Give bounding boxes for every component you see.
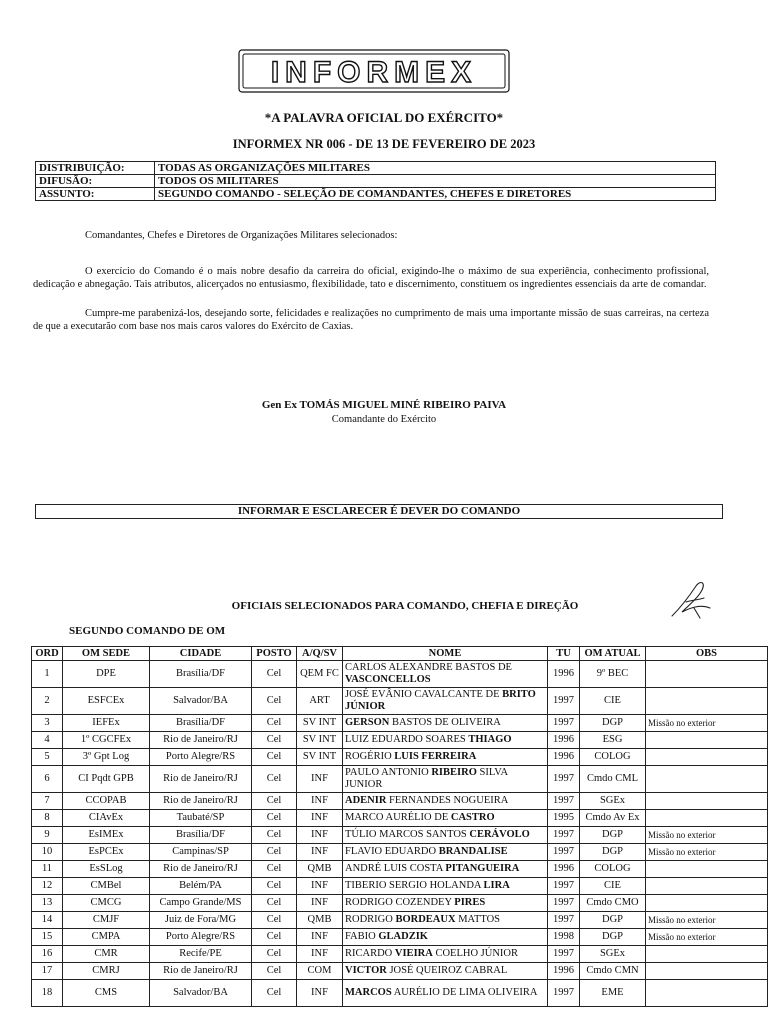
obs-cell <box>646 793 768 810</box>
issue-number: INFORMEX NR 006 - DE 13 DE FEVEREIRO DE 2023 <box>232 137 536 151</box>
om-sede-cell: CCOPAB <box>63 793 150 810</box>
tu-cell: 1997 <box>548 793 580 810</box>
obs-cell: Missão no exterior <box>646 715 768 732</box>
table-row <box>32 980 768 1007</box>
ord-cell: 6 <box>32 766 63 793</box>
posto-cell: Cel <box>252 963 297 980</box>
om-sede-cell: ESFCEx <box>63 688 150 715</box>
nome-highlight: LIRA <box>483 880 510 891</box>
header-row-assunto <box>36 188 716 201</box>
ord-cell: 13 <box>32 895 63 912</box>
tu-cell: 1996 <box>548 861 580 878</box>
nome-cell <box>343 912 548 929</box>
tu-cell: 1996 <box>548 732 580 749</box>
obs-cell <box>646 861 768 878</box>
nome-highlight: VASCONCELLOS <box>345 674 431 685</box>
ord-cell: 12 <box>32 878 63 895</box>
aqsv-cell: QMB <box>297 912 343 929</box>
ord-cell: 9 <box>32 827 63 844</box>
signatory-role: Comandante do Exército <box>331 414 437 425</box>
om-sede-cell: CMPA <box>63 929 150 946</box>
cidade-cell: Campo Grande/MS <box>150 895 252 912</box>
table-row <box>32 861 768 878</box>
column-header: OBS <box>646 647 768 661</box>
nome-cell <box>343 827 548 844</box>
header-label: ASSUNTO: <box>36 188 155 201</box>
table-row <box>32 732 768 749</box>
tu-cell: 1997 <box>548 688 580 715</box>
posto-cell: Cel <box>252 980 297 1007</box>
obs-cell <box>646 732 768 749</box>
ord-cell: 1 <box>32 661 63 688</box>
ord-cell: 5 <box>32 749 63 766</box>
aqsv-cell: QEM FC <box>297 661 343 688</box>
nome-highlight: VICTOR <box>345 965 387 976</box>
tu-cell: 1996 <box>548 749 580 766</box>
om-sede-cell: CMS <box>63 980 150 1007</box>
table-row <box>32 844 768 861</box>
cidade-cell: Campinas/SP <box>150 844 252 861</box>
posto-cell: Cel <box>252 688 297 715</box>
nome-part: SILVA JUNIOR <box>345 767 508 790</box>
obs-cell: Missão no exterior <box>646 827 768 844</box>
ord-cell: 15 <box>32 929 63 946</box>
signatory-name: Gen Ex TOMÁS MIGUEL MINÉ RIBEIRO PAIVA <box>261 399 507 411</box>
header-row-distribuicao <box>36 162 716 175</box>
posto-cell: Cel <box>252 661 297 688</box>
column-header: CIDADE <box>150 647 252 661</box>
posto-cell: Cel <box>252 844 297 861</box>
tu-cell: 1997 <box>548 878 580 895</box>
nome-highlight: MARCOS <box>345 987 392 998</box>
cidade-cell: Salvador/BA <box>150 688 252 715</box>
aqsv-cell: INF <box>297 878 343 895</box>
nome-part: FABIO <box>345 931 379 942</box>
cidade-cell: Recife/PE <box>150 946 252 963</box>
obs-cell: Missão no exterior <box>646 844 768 861</box>
posto-cell: Cel <box>252 749 297 766</box>
om-atual-cell: Cmdo CMO <box>580 895 646 912</box>
om-sede-cell: 3º Gpt Log <box>63 749 150 766</box>
cidade-cell: Taubaté/SP <box>150 810 252 827</box>
obs-cell <box>646 810 768 827</box>
table-row <box>32 946 768 963</box>
nome-cell <box>343 810 548 827</box>
nome-part: RICARDO <box>345 948 395 959</box>
nome-highlight: RIBEIRO <box>431 767 477 778</box>
ord-cell: 2 <box>32 688 63 715</box>
tu-cell: 1997 <box>548 844 580 861</box>
posto-cell: Cel <box>252 895 297 912</box>
nome-highlight: CERÁVOLO <box>469 829 530 840</box>
tu-cell: 1997 <box>548 946 580 963</box>
nome-cell <box>343 749 548 766</box>
tu-cell: 1998 <box>548 929 580 946</box>
om-sede-cell: CMBel <box>63 878 150 895</box>
table-row <box>32 793 768 810</box>
nome-part: CARLOS ALEXANDRE BASTOS DE <box>345 662 512 673</box>
header-row-difusao <box>36 175 716 188</box>
nome-cell <box>343 980 548 1007</box>
nome-part: TÚLIO MARCOS SANTOS <box>345 829 470 840</box>
om-sede-cell: DPE <box>63 661 150 688</box>
nome-cell <box>343 929 548 946</box>
nome-part: FERNANDES NOGUEIRA <box>386 795 509 806</box>
informex-logo <box>238 46 510 96</box>
nome-cell <box>343 793 548 810</box>
obs-cell <box>646 878 768 895</box>
section-title: OFICIAIS SELECIONADOS PARA COMANDO, CHEFIA E DIREÇÃO <box>231 600 579 612</box>
posto-cell: Cel <box>252 912 297 929</box>
ord-cell: 16 <box>32 946 63 963</box>
officers-table <box>31 646 768 1007</box>
tu-cell: 1997 <box>548 980 580 1007</box>
aqsv-cell: INF <box>297 766 343 793</box>
nome-cell <box>343 895 548 912</box>
om-sede-cell: EsIMEx <box>63 827 150 844</box>
table-row <box>32 766 768 793</box>
ord-cell: 10 <box>32 844 63 861</box>
cidade-cell: Porto Alegre/RS <box>150 929 252 946</box>
posto-cell: Cel <box>252 766 297 793</box>
om-atual-cell: CIE <box>580 688 646 715</box>
cidade-cell: Juiz de Fora/MG <box>150 912 252 929</box>
nome-highlight: PITANGUEIRA <box>445 863 520 874</box>
nome-cell <box>343 861 548 878</box>
posto-cell: Cel <box>252 793 297 810</box>
obs-cell <box>646 963 768 980</box>
cidade-cell: Salvador/BA <box>150 980 252 1007</box>
nome-part: RODRIGO COZENDEY <box>345 897 455 908</box>
header-label: DIFUSÃO: <box>36 175 155 188</box>
nome-highlight: ADENIR <box>345 795 387 806</box>
nome-part: BASTOS DE OLIVEIRA <box>389 717 501 728</box>
nome-part: LUIZ EDUARDO SOARES <box>345 734 469 745</box>
column-header: A/Q/SV <box>297 647 343 661</box>
nome-part: MARCO AURÉLIO DE <box>345 812 451 823</box>
aqsv-cell: INF <box>297 895 343 912</box>
ord-cell: 7 <box>32 793 63 810</box>
nome-part: JOSÉ QUEIROZ CABRAL <box>386 965 508 976</box>
column-header: POSTO <box>252 647 297 661</box>
table-row <box>32 661 768 688</box>
om-sede-cell: CI Pqdt GPB <box>63 766 150 793</box>
tu-cell: 1997 <box>548 766 580 793</box>
om-atual-cell: DGP <box>580 929 646 946</box>
nome-part: MATTOS <box>455 914 501 925</box>
om-atual-cell: Cmdo CMN <box>580 963 646 980</box>
cidade-cell: Rio de Janeiro/RJ <box>150 732 252 749</box>
column-header: NOME <box>343 647 548 661</box>
ord-cell: 8 <box>32 810 63 827</box>
nome-cell <box>343 963 548 980</box>
table-row <box>32 963 768 980</box>
cidade-cell: Rio de Janeiro/RJ <box>150 766 252 793</box>
om-atual-cell: SGEx <box>580 946 646 963</box>
om-atual-cell: DGP <box>580 912 646 929</box>
aqsv-cell: INF <box>297 929 343 946</box>
om-atual-cell: ESG <box>580 732 646 749</box>
nome-highlight: VIEIRA <box>394 948 433 959</box>
aqsv-cell: INF <box>297 844 343 861</box>
nome-cell <box>343 878 548 895</box>
posto-cell: Cel <box>252 929 297 946</box>
table-row <box>32 895 768 912</box>
cidade-cell: Rio de Janeiro/RJ <box>150 963 252 980</box>
nome-part: ANDRÉ LUIS COSTA <box>345 863 446 874</box>
om-atual-cell: DGP <box>580 844 646 861</box>
nome-highlight: GLADZIK <box>378 931 428 942</box>
ord-cell: 18 <box>32 980 63 1007</box>
posto-cell: Cel <box>252 732 297 749</box>
nome-cell <box>343 766 548 793</box>
nome-part: JOSÉ EVÂNIO CAVALCANTE DE <box>345 689 503 700</box>
aqsv-cell: INF <box>297 827 343 844</box>
nome-cell <box>343 946 548 963</box>
nome-cell <box>343 844 548 861</box>
nome-highlight: THIAGO <box>468 734 512 745</box>
om-sede-cell: 1º CGCFEx <box>63 732 150 749</box>
aqsv-cell: INF <box>297 980 343 1007</box>
ord-cell: 3 <box>32 715 63 732</box>
paragraph-2: Cumpre-me parabenizá-los, desejando sorte, felicidades e realizações no cumprimento de mais uma importante missão de suas carreiras, na certeza de que a executarão com base nos mais caros valores do Exército de Caxias. <box>33 308 709 332</box>
posto-cell: Cel <box>252 946 297 963</box>
nome-part: PAULO ANTONIO <box>345 767 432 778</box>
table-row <box>32 810 768 827</box>
table-row <box>32 749 768 766</box>
om-atual-cell: Cmdo Av Ex <box>580 810 646 827</box>
om-atual-cell: COLOG <box>580 749 646 766</box>
om-atual-cell: 9º BEC <box>580 661 646 688</box>
obs-cell <box>646 749 768 766</box>
posto-cell: Cel <box>252 810 297 827</box>
obs-cell <box>646 661 768 688</box>
nome-cell <box>343 688 548 715</box>
nome-part: FLAVIO EDUARDO <box>345 846 439 857</box>
obs-cell <box>646 980 768 1007</box>
tu-cell: 1997 <box>548 827 580 844</box>
ord-cell: 14 <box>32 912 63 929</box>
nome-cell <box>343 661 548 688</box>
nome-highlight: PIRES <box>454 897 486 908</box>
column-header: ORD <box>32 647 63 661</box>
aqsv-cell: INF <box>297 793 343 810</box>
nome-highlight: BRITO JÚNIOR <box>345 689 536 712</box>
om-sede-cell: CMJF <box>63 912 150 929</box>
om-atual-cell: DGP <box>580 827 646 844</box>
obs-cell <box>646 688 768 715</box>
cidade-cell: Porto Alegre/RS <box>150 749 252 766</box>
aqsv-cell: QMB <box>297 861 343 878</box>
om-sede-cell: IEFEx <box>63 715 150 732</box>
obs-cell <box>646 895 768 912</box>
cidade-cell: Rio de Janeiro/RJ <box>150 793 252 810</box>
om-sede-cell: CMR <box>63 946 150 963</box>
nome-highlight: LUIS FERREIRA <box>394 751 477 762</box>
table-row <box>32 878 768 895</box>
ord-cell: 4 <box>32 732 63 749</box>
aqsv-cell: SV INT <box>297 749 343 766</box>
cidade-cell: Brasília/DF <box>150 715 252 732</box>
column-header: OM ATUAL <box>580 647 646 661</box>
greeting: Comandantes, Chefes e Diretores de Organizações Militares selecionados: <box>85 230 398 241</box>
motto-box: INFORMAR E ESCLARECER É DEVER DO COMANDO <box>35 504 723 519</box>
header-value: SEGUNDO COMANDO - SELEÇÃO DE COMANDANTES, CHEFES E DIRETORES <box>155 188 716 201</box>
aqsv-cell: INF <box>297 946 343 963</box>
column-header: OM SEDE <box>63 647 150 661</box>
om-sede-cell: EsPCEx <box>63 844 150 861</box>
ord-cell: 11 <box>32 861 63 878</box>
cidade-cell: Belém/PA <box>150 878 252 895</box>
nome-part: ROGÉRIO <box>345 751 395 762</box>
posto-cell: Cel <box>252 861 297 878</box>
cidade-cell: Brasília/DF <box>150 661 252 688</box>
om-sede-cell: CIAvEx <box>63 810 150 827</box>
table-row <box>32 688 768 715</box>
tu-cell: 1996 <box>548 661 580 688</box>
om-atual-cell: COLOG <box>580 861 646 878</box>
om-atual-cell: DGP <box>580 715 646 732</box>
tu-cell: 1997 <box>548 895 580 912</box>
om-sede-cell: CMCG <box>63 895 150 912</box>
svg-text:INFORMEX: INFORMEX <box>270 56 478 89</box>
om-atual-cell: SGEx <box>580 793 646 810</box>
nome-highlight: CASTRO <box>450 812 495 823</box>
cidade-cell: Rio de Janeiro/RJ <box>150 861 252 878</box>
column-header: TU <box>548 647 580 661</box>
table-row <box>32 827 768 844</box>
aqsv-cell: ART <box>297 688 343 715</box>
tu-cell: 1995 <box>548 810 580 827</box>
obs-cell <box>646 946 768 963</box>
nome-part: TIBERIO SERGIO HOLANDA <box>345 880 484 891</box>
nome-highlight: BORDEAUX <box>395 914 456 925</box>
tu-cell: 1997 <box>548 912 580 929</box>
header-info-table <box>35 161 716 201</box>
posto-cell: Cel <box>252 827 297 844</box>
table-row <box>32 929 768 946</box>
nome-part: AURÉLIO DE LIMA OLIVEIRA <box>391 987 538 998</box>
nome-highlight: BRANDALISE <box>438 846 508 857</box>
cidade-cell: Brasília/DF <box>150 827 252 844</box>
nome-cell <box>343 732 548 749</box>
handwritten-signature <box>666 578 716 622</box>
aqsv-cell: COM <box>297 963 343 980</box>
table-row <box>32 912 768 929</box>
aqsv-cell: INF <box>297 810 343 827</box>
tagline: *A PALAVRA OFICIAL DO EXÉRCITO* <box>264 110 504 125</box>
paragraph-1: O exercício do Comando é o mais nobre desafio da carreira do oficial, exigindo-lhe o máximo de sua experiência, conhecimento profissional, dedicação e abnegação. Tais atributos, alicerçados no entusiasmo, flexibilidade, tato e discernimento, constituem os ingredientes essenciais da arte de comandar. <box>33 266 709 290</box>
header-label: DISTRIBUIÇÃO: <box>36 162 155 175</box>
om-atual-cell: Cmdo CML <box>580 766 646 793</box>
nome-part: RODRIGO <box>345 914 396 925</box>
table-header-row <box>32 647 768 661</box>
tu-cell: 1996 <box>548 963 580 980</box>
om-sede-cell: CMRJ <box>63 963 150 980</box>
posto-cell: Cel <box>252 878 297 895</box>
posto-cell: Cel <box>252 715 297 732</box>
aqsv-cell: SV INT <box>297 732 343 749</box>
obs-cell <box>646 766 768 793</box>
om-sede-cell: EsSLog <box>63 861 150 878</box>
aqsv-cell: SV INT <box>297 715 343 732</box>
om-atual-cell: CIE <box>580 878 646 895</box>
table-row <box>32 715 768 732</box>
nome-part: COELHO JÚNIOR <box>432 948 518 959</box>
nome-highlight: GERSON <box>345 717 390 728</box>
header-value: TODAS AS ORGANIZAÇÕES MILITARES <box>155 162 716 175</box>
obs-cell: Missão no exterior <box>646 929 768 946</box>
om-atual-cell: EME <box>580 980 646 1007</box>
nome-cell <box>343 715 548 732</box>
subsection-title: SEGUNDO COMANDO DE OM <box>69 625 226 637</box>
header-value: TODOS OS MILITARES <box>155 175 716 188</box>
obs-cell: Missão no exterior <box>646 912 768 929</box>
ord-cell: 17 <box>32 963 63 980</box>
tu-cell: 1997 <box>548 715 580 732</box>
